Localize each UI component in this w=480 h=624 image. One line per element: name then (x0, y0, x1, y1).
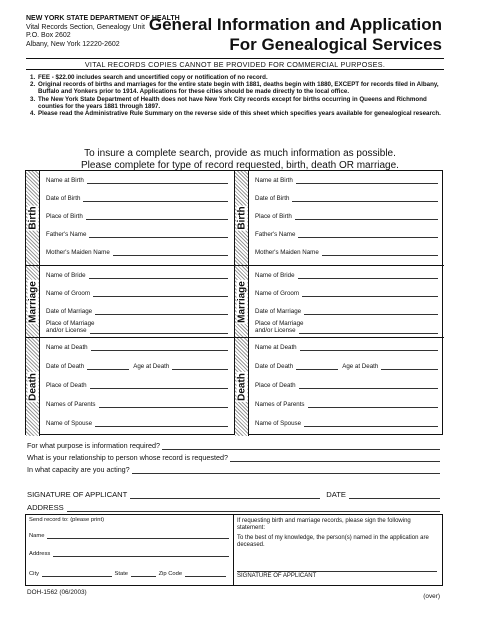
attestation-signature-field[interactable]: SIGNATURE OF APPLICANT (237, 571, 437, 580)
agency-name: NEW YORK STATE DEPARTMENT OF HEALTH (26, 15, 180, 22)
mail-state-field[interactable] (131, 571, 156, 577)
place-of-birth-field[interactable]: Place of Birth (255, 213, 438, 220)
date-of-marriage-field[interactable]: Date of Marriage (46, 308, 228, 315)
mail-city-field[interactable] (42, 571, 112, 577)
names-of-parents-field[interactable]: Names of Parents (46, 401, 228, 408)
mothers-maiden-name-field[interactable]: Mother's Maiden Name (255, 249, 438, 256)
marriage-tab: Marriage (26, 266, 40, 337)
applicant-signature-block (27, 486, 440, 512)
mothers-maiden-name-field[interactable]: Mother's Maiden Name (46, 249, 228, 256)
mail-name-field[interactable]: Name (29, 533, 229, 539)
place-of-death-field[interactable]: Place of Death (255, 382, 438, 389)
over-note: (over) (423, 593, 440, 600)
death-section (235, 338, 444, 436)
date-of-birth-field[interactable]: Date of Birth (46, 195, 228, 202)
rule-item: 1. FEE - $22.00 includes search and uncertified copy or notification of no record. (30, 74, 268, 81)
rule-item: 3. The New York State Department of Health does not have New York City records except for births occurring in Queens and Richmond counties for the years 1881 through 1897. (30, 95, 427, 110)
address-field[interactable] (67, 504, 440, 512)
mail-zip-field[interactable] (185, 571, 226, 577)
record-column-left (26, 171, 235, 434)
fathers-name-field[interactable]: Father's Name (255, 231, 438, 238)
name-of-bride-field[interactable]: Name of Bride (46, 272, 228, 279)
send-to-heading: Send record to: (please print) (29, 517, 105, 523)
rule-item: 2. Original records of births and marriages for the entire state begin with 1881, deaths begin with 1880, EXCEPT for records filed in Albany, Buffalo and Yonkers prior to 1914. Applications for these cities should be made directly to the local office. (30, 81, 439, 96)
birth-tab: Birth (26, 171, 40, 265)
place-of-marriage-field[interactable]: Place of Marriage and/or License (255, 320, 438, 334)
date-of-death-field[interactable]: Date of Death Age at Death (46, 363, 228, 370)
death-tab: Death (26, 338, 40, 436)
purpose-field[interactable]: For what purpose is information required? (27, 438, 440, 450)
record-column-right (235, 171, 444, 434)
name-of-bride-field[interactable]: Name of Bride (255, 272, 438, 279)
date-of-birth-field[interactable]: Date of Birth (255, 195, 438, 202)
commercial-notice: VITAL RECORDS COPIES CANNOT BE PROVIDED FOR COMMERCIAL PURPOSES. (26, 58, 444, 70)
name-of-groom-field[interactable]: Name of Groom (46, 290, 228, 297)
record-request-grid (25, 170, 443, 435)
relationship-field[interactable]: What is your relationship to person whose record is requested? (27, 450, 440, 462)
capacity-field[interactable]: In what capacity are you acting? (27, 462, 440, 474)
form-title-line1: General Information and Application (148, 15, 442, 34)
attestation-statement: To the best of my knowledge, the person(s) named in the application are deceased. (237, 535, 429, 548)
date-label: DATE (326, 490, 346, 499)
address-label: ADDRESS (27, 503, 64, 512)
death-section (26, 338, 234, 436)
deceased-attestation-box (234, 515, 442, 585)
place-of-birth-field[interactable]: Place of Birth (46, 213, 228, 220)
agency-po-box: P.O. Box 2602 (26, 32, 71, 40)
form-title-line2: For Genealogical Services (229, 35, 442, 54)
agency-unit: Vital Records Section, Genealogy Unit (26, 23, 145, 31)
place-of-marriage-field[interactable]: Place of Marriage and/or License (46, 320, 228, 334)
name-at-death-field[interactable]: Name at Death (255, 344, 438, 351)
applicant-signature-label: SIGNATURE OF APPLICANT (27, 490, 128, 499)
birth-section (26, 171, 234, 266)
marriage-section (235, 266, 444, 338)
name-of-groom-field[interactable]: Name of Groom (255, 290, 438, 297)
form-title (149, 15, 442, 55)
fathers-name-field[interactable]: Father's Name (46, 231, 228, 238)
name-at-death-field[interactable]: Name at Death (46, 344, 228, 351)
city-state-zip-row: City State Zip Code (29, 571, 229, 577)
birth-tab: Birth (235, 171, 249, 265)
names-of-parents-field[interactable]: Names of Parents (255, 401, 438, 408)
rules-list (30, 74, 450, 117)
instructions: To insure a complete search, provide as much information as possible. Please complete for type of record requested, birth, death OR marriage. (81, 148, 399, 171)
name-at-birth-field[interactable]: Name at Birth (46, 177, 228, 184)
applicant-signature-field[interactable] (130, 491, 320, 499)
mailing-box (25, 514, 443, 586)
send-record-to-box (26, 515, 234, 585)
marriage-section (26, 266, 234, 338)
agency-city: Albany, New York 12220-2602 (26, 40, 120, 48)
date-of-marriage-field[interactable]: Date of Marriage (255, 308, 438, 315)
form-number: DOH-1562 (06/2003) (27, 589, 87, 596)
marriage-tab: Marriage (235, 266, 249, 337)
name-at-birth-field[interactable]: Name at Birth (255, 177, 438, 184)
name-of-spouse-field[interactable]: Name of Spouse (46, 420, 228, 427)
birth-section (235, 171, 444, 266)
death-tab: Death (235, 338, 249, 436)
purpose-questions (27, 438, 440, 474)
date-field[interactable] (349, 491, 440, 499)
rule-item: 4. Please read the Administrative Rule Summary on the reverse side of this sheet which specifies years available for genealogical research. (30, 110, 441, 118)
date-of-death-field[interactable]: Date of Death Age at Death (255, 363, 438, 370)
attestation-instruction: If requesting birth and marriage records, please sign the following statement: (237, 518, 411, 531)
name-of-spouse-field[interactable]: Name of Spouse (255, 420, 438, 427)
mail-address-field[interactable]: Address (29, 551, 229, 557)
place-of-death-field[interactable]: Place of Death (46, 382, 228, 389)
